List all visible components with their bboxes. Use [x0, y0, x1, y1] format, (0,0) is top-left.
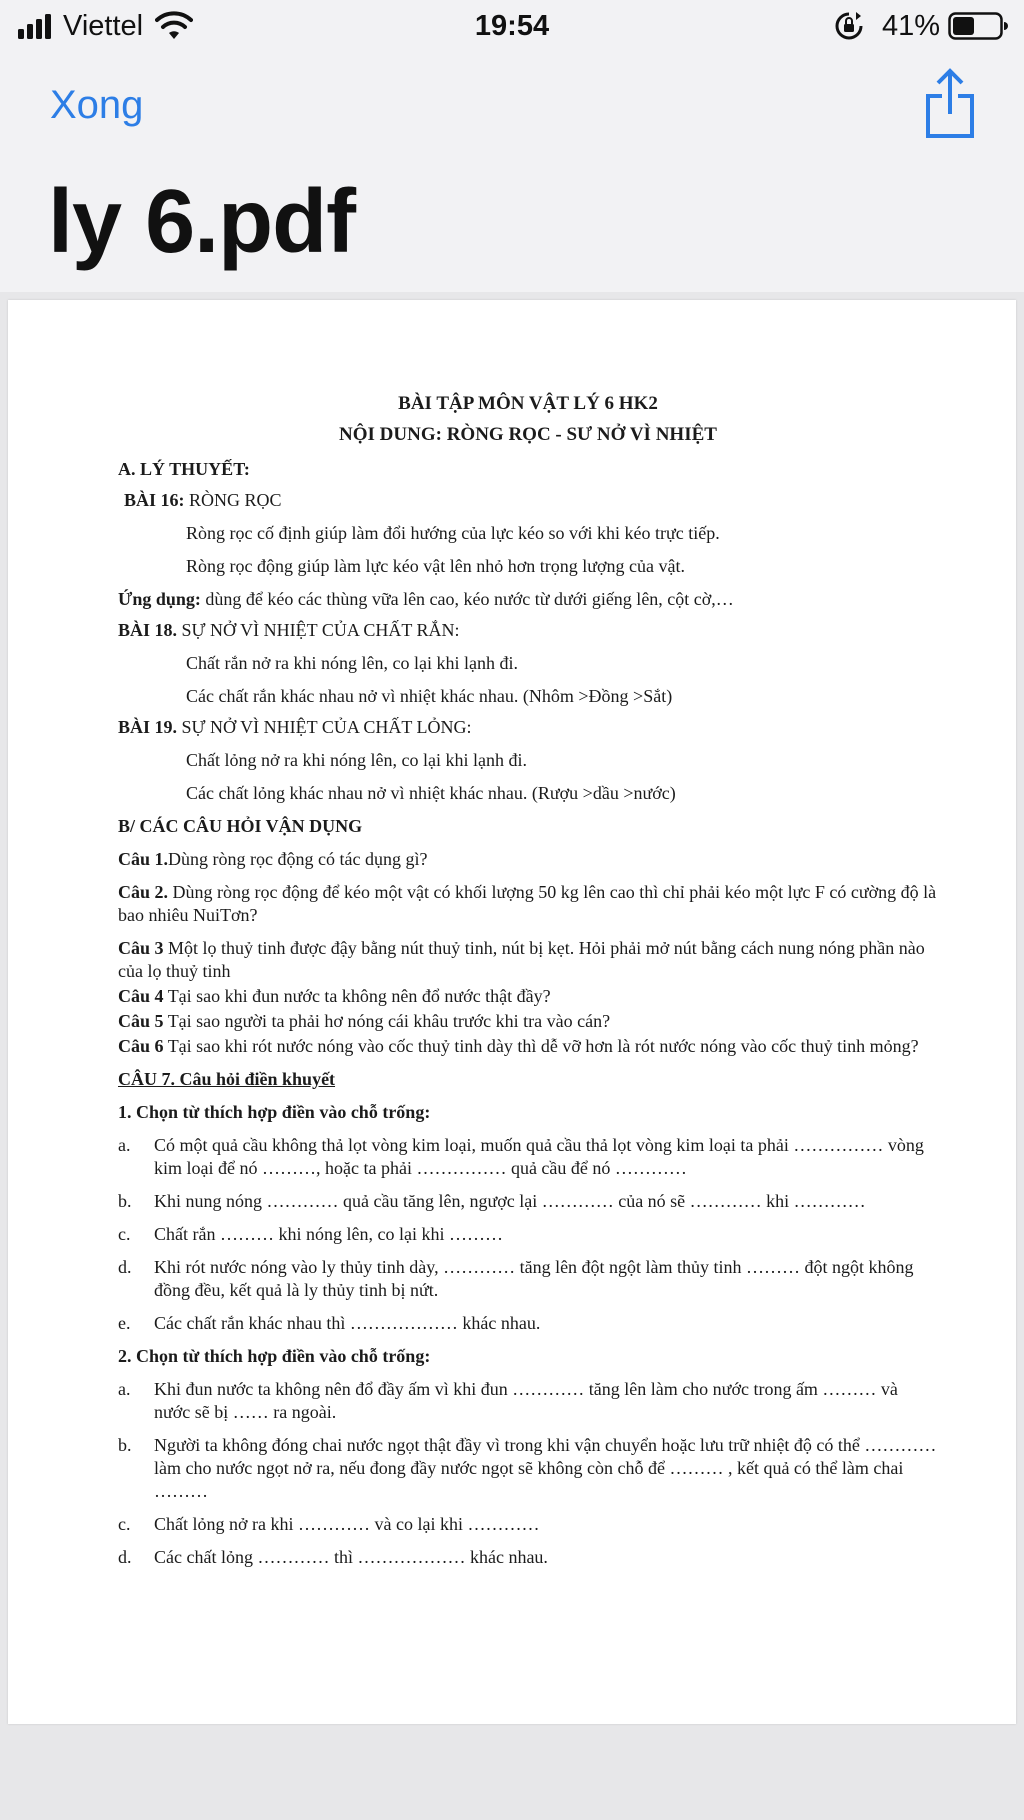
lesson-19-line1: Chất lỏng nở ra khi nóng lên, co lại khi lạnh đi. — [186, 750, 527, 770]
application-line — [118, 588, 938, 611]
part-1-item-d — [118, 1256, 938, 1302]
part-2-item-c — [118, 1513, 938, 1536]
lesson-16-line1: Ròng rọc cố định giúp làm đổi hướng của lực kéo so với khi kéo trực tiếp. — [186, 523, 720, 543]
question-2-label: Câu 2. — [118, 882, 169, 902]
item-letter: d. — [118, 1547, 132, 1567]
lesson-16-heading — [118, 489, 938, 512]
question-3-label: Câu 3 — [118, 938, 164, 958]
lesson-19-title: SỰ NỞ VÌ NHIỆT CỦA CHẤT LỎNG: — [177, 717, 472, 737]
part-1-item-e — [118, 1312, 938, 1335]
item-letter: a. — [118, 1379, 131, 1399]
question-5 — [118, 1010, 938, 1033]
battery-percent: 41% — [881, 10, 940, 42]
question-6-label: Câu 6 — [118, 1036, 164, 1056]
lesson-16-label: BÀI 16: — [124, 490, 185, 510]
item-text: Khi rót nước nóng vào ly thủy tinh dày, ………… tăng lên đột ngột làm thủy tinh ……… đột ngột không đồng đều, kết quả là ly thủy tinh bị nứt. — [154, 1257, 914, 1300]
section-a-heading: A. LÝ THUYẾT: — [118, 459, 250, 479]
part-1-item-c — [118, 1223, 938, 1246]
status-right — [834, 8, 1008, 44]
item-letter: c. — [118, 1224, 131, 1244]
item-text: Các chất rắn khác nhau thì ……………… khác nhau. — [154, 1313, 541, 1333]
question-1-label: Câu 1. — [118, 849, 169, 869]
question-6-text: Tại sao khi rót nước nóng vào cốc thuỷ tinh dày thì dễ vỡ hơn là rót nước nóng vào cốc thuỷ tinh mỏng? — [163, 1036, 919, 1056]
part-2-item-d — [118, 1546, 938, 1569]
part-1-item-b — [118, 1190, 938, 1213]
item-text: Khi nung nóng ………… quả cầu tăng lên, ngược lại ………… của nó sẽ ………… khi ………… — [154, 1191, 866, 1211]
question-1 — [118, 848, 938, 871]
question-6 — [118, 1035, 938, 1058]
question-4-text: Tại sao khi đun nước ta không nên đổ nước thật đầy? — [163, 986, 551, 1006]
status-time: 19:54 — [474, 10, 550, 42]
question-5-text: Tại sao người ta phải hơ nóng cái khâu trước khi tra vào cán? — [163, 1011, 611, 1031]
part-1-item-a — [118, 1134, 938, 1180]
question-3-text: Một lọ thuỷ tinh được đậy bằng nút thuỷ tinh, nút bị kẹt. Hỏi phải mở nút bằng cách nung nóng phần nào của lọ thuỷ tinh — [118, 938, 925, 981]
lesson-19-line2: Các chất lỏng khác nhau nở vì nhiệt khác nhau. (Rượu >dầu >nước) — [186, 783, 676, 803]
question-4-label: Câu 4 — [118, 986, 164, 1006]
page-content — [118, 388, 938, 1569]
doc-heading-line2: NỘI DUNG: RÒNG RỌC - SƯ NỞ VÌ NHIỆT — [339, 424, 717, 445]
lesson-16-line2: Ròng rọc động giúp làm lực kéo vật lên nhỏ hơn trọng lượng của vật. — [186, 556, 685, 576]
section-b-heading: B/ CÁC CÂU HỎI VẬN DỤNG — [118, 816, 363, 836]
application-label: Ứng dụng: — [118, 589, 201, 609]
carrier-name: Viettel — [63, 10, 144, 42]
question-3 — [118, 937, 938, 983]
item-letter: b. — [118, 1435, 132, 1455]
question-2 — [118, 881, 938, 927]
lesson-19-heading — [118, 716, 938, 739]
rotation-lock-icon — [834, 11, 864, 41]
application-text: dùng để kéo các thùng vữa lên cao, kéo nước từ dưới giếng lên, cột cờ,… — [200, 589, 734, 609]
item-text: Có một quả cầu không thả lọt vòng kim loại, muốn quả cầu thả lọt vòng kim loại ta phải …………… vòng kim loại để nó ………, hoặc ta phải …………… quả cầu để nó ………… — [154, 1135, 924, 1178]
battery-icon — [948, 12, 1008, 40]
item-letter: e. — [118, 1313, 131, 1333]
part-2-item-b — [118, 1434, 938, 1503]
lesson-18-line2: Các chất rắn khác nhau nở vì nhiệt khác nhau. (Nhôm >Đồng >Sắt) — [186, 686, 673, 706]
item-text: Khi đun nước ta không nên đổ đầy ấm vì khi đun ………… tăng lên làm cho nước trong ấm ……… và nước sẽ bị …… ra ngoài. — [154, 1379, 898, 1422]
lesson-18-label: BÀI 18. — [118, 620, 178, 640]
question-7-heading: CÂU 7. Câu hỏi điền khuyết — [118, 1069, 336, 1089]
lesson-19-label: BÀI 19. — [118, 717, 178, 737]
item-letter: b. — [118, 1191, 132, 1211]
doc-heading-line1: BÀI TẬP MÔN VẬT LÝ 6 HK2 — [398, 393, 658, 414]
item-text: Các chất lỏng ………… thì ……………… khác nhau. — [154, 1547, 548, 1567]
item-letter: d. — [118, 1257, 132, 1277]
status-bar — [0, 0, 1024, 52]
lesson-18-heading — [118, 619, 938, 642]
part-1-heading: 1. Chọn từ thích hợp điền vào chỗ trống: — [118, 1102, 431, 1122]
lesson-16-title: RÒNG RỌC — [184, 490, 282, 510]
document-title: ly 6.pdf — [48, 172, 356, 272]
question-4 — [118, 985, 938, 1008]
pdf-page[interactable] — [8, 300, 1016, 1724]
item-letter: a. — [118, 1135, 131, 1155]
lesson-18-line1: Chất rắn nở ra khi nóng lên, co lại khi lạnh đi. — [186, 653, 518, 673]
done-button[interactable]: Xong — [50, 83, 144, 127]
item-text: Chất lỏng nở ra khi ………… và co lại khi ………… — [154, 1514, 540, 1534]
pdf-viewer[interactable] — [0, 292, 1024, 1820]
lesson-18-title: SỰ NỞ VÌ NHIỆT CỦA CHẤT RẮN: — [177, 620, 460, 640]
part-2-heading: 2. Chọn từ thích hợp điền vào chỗ trống: — [118, 1346, 431, 1366]
item-text: Người ta không đóng chai nước ngọt thật đầy vì trong khi vận chuyển hoặc lưu trữ nhiệt độ có thể ………… làm cho nước ngọt nở ra, nếu đong đầy nước ngọt sẽ không còn chỗ để ……… , kết quả có thể làm chai ……… — [154, 1435, 937, 1501]
item-text: Chất rắn ……… khi nóng lên, co lại khi ……… — [154, 1224, 503, 1244]
question-2-text: Dùng ròng rọc động để kéo một vật có khối lượng 50 kg lên cao thì chỉ phải kéo một lực F có cường độ là bao nhiêu NuiTơn? — [118, 882, 937, 925]
question-5-label: Câu 5 — [118, 1011, 164, 1031]
part-2-item-a — [118, 1378, 938, 1424]
share-icon[interactable] — [922, 68, 978, 140]
question-1-text: Dùng ròng rọc động có tác dụng gì? — [168, 849, 428, 869]
item-letter: c. — [118, 1514, 131, 1534]
